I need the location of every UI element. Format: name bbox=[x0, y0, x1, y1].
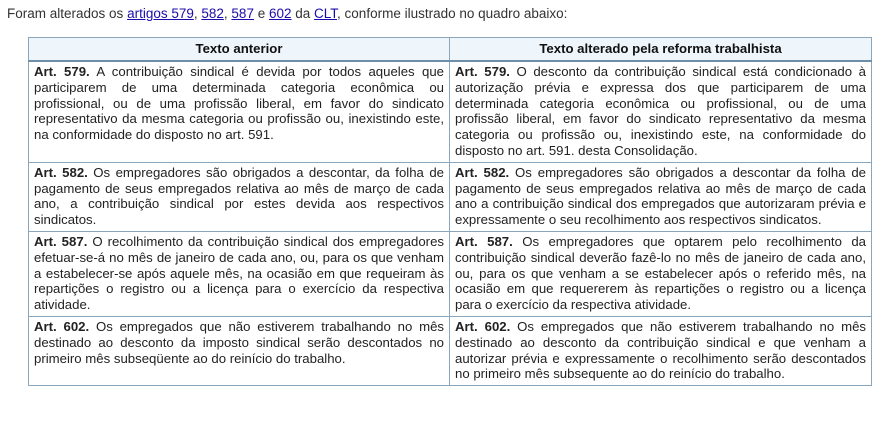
article-text: Os empregadores que optarem pelo recolhimento da contribuição sindical deverão fazê-lo no mês de janeiro de cada ano, ou, para os que venham a se estabelecer após o referido mês, na ocasião em que requererem às repartições o registro ou a licença para o exercício da respectiva atividade. bbox=[455, 233, 866, 313]
cell-new-text bbox=[450, 316, 872, 385]
header-texto-anterior: Texto anterior bbox=[29, 38, 450, 62]
intro-prefix: Foram alterados os bbox=[7, 6, 128, 21]
article-number: Art. 587. bbox=[34, 233, 88, 249]
article-text: O desconto da contribuição sindical está condicionado à autorização prévia e expressa dos que participarem de uma determinada categoria econômica ou profissional, ou de uma profissão liberal, em favor do sindicato representativo da mesma categoria ou profissão ou, inexistindo este, na conformidade do disposto no art. 591. desta Consolidação. bbox=[455, 64, 866, 158]
article-number: Art. 579. bbox=[455, 64, 510, 79]
article-text: Os empregadores são obrigados a descontar da folha de pagamento de seus empregados relativa ao mês de março de cada ano a contribuição sindical dos empregados que autorizaram prévia e expressamente o seu recolhimento aos respectivos sindicatos. bbox=[455, 164, 866, 228]
comparison-table bbox=[28, 37, 872, 386]
table-row bbox=[29, 61, 872, 162]
cell-new-text bbox=[450, 61, 872, 162]
link-artigos-579[interactable]: artigos 579 bbox=[127, 6, 194, 21]
article-number: Art. 602. bbox=[455, 318, 511, 334]
article-number: Art. 582. bbox=[34, 164, 88, 180]
intro-paragraph bbox=[7, 5, 567, 23]
table-header-row bbox=[29, 38, 872, 62]
intro-separator: , bbox=[193, 6, 202, 21]
header-texto-alterado: Texto alterado pela reforma trabalhista bbox=[450, 38, 872, 62]
intro-suffix: , conforme ilustrado no quadro abaixo: bbox=[337, 6, 568, 21]
article-text: O recolhimento da contribuição sindical dos empregadores efetuar-se-á no mês de janeiro de cada ano, ou, para os que venham a estabelecer-se após aquele mês, na ocasião em que requeiram às repartições o registro ou a licença para o exercício da respectiva atividade. bbox=[34, 233, 444, 313]
table-row bbox=[29, 162, 872, 231]
intro-separator: , bbox=[223, 6, 232, 21]
article-text: A contribuição sindical é devida por todos aqueles que participarem de uma determinada categoria econômica ou profissional, ou de uma profissão liberal, em favor do sindicato representativo da mesma categoria ou profissão ou, inexistindo este, na conformidade do disposto no art. 591. bbox=[34, 64, 444, 143]
link-582[interactable]: 582 bbox=[201, 6, 224, 21]
article-number: Art. 587. bbox=[455, 233, 513, 249]
link-587[interactable]: 587 bbox=[231, 6, 254, 21]
table-row bbox=[29, 316, 872, 385]
article-number: Art. 602. bbox=[34, 318, 90, 334]
article-text: Os empregados que não estiverem trabalhando no mês destinado ao desconto da contribuição sindical e que venham a autorizar prévia e expressamente o recolhimento serão descontados no primeiro mês subsequente ao do reinício do trabalho. bbox=[455, 318, 866, 382]
article-number: Art. 579. bbox=[34, 64, 90, 79]
cell-old-text bbox=[29, 316, 450, 385]
cell-new-text bbox=[450, 231, 872, 316]
cell-old-text bbox=[29, 231, 450, 316]
article-text: Os empregadores são obrigados a descontar, da folha de pagamento de seus empregados relativa ao mês de março de cada ano, a contribuição sindical por estes devida aos respectivos sindicatos. bbox=[34, 164, 444, 228]
link-602[interactable]: 602 bbox=[268, 6, 292, 21]
cell-old-text bbox=[29, 162, 450, 231]
cell-old-text bbox=[29, 61, 450, 162]
intro-separator: da bbox=[291, 6, 315, 21]
cell-new-text bbox=[450, 162, 872, 231]
article-number: Art. 582. bbox=[455, 164, 510, 180]
article-text: Os empregados que não estiverem trabalhando no mês destinado ao desconto da imposto sindical serão descontados no primeiro mês subseqüente ao do reinício do trabalho. bbox=[34, 318, 444, 366]
table-row bbox=[29, 231, 872, 316]
intro-separator: e bbox=[253, 6, 269, 21]
link-clt[interactable]: CLT bbox=[314, 6, 338, 21]
